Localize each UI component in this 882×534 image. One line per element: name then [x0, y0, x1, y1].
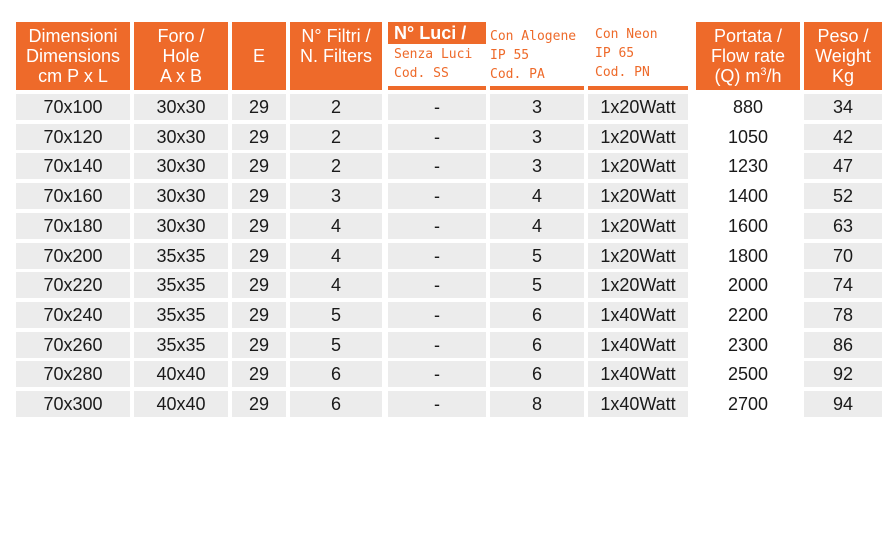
- cell-e: 29: [232, 272, 286, 298]
- cell-weight: 70: [804, 243, 882, 269]
- cell-neon: 1x40Watt: [588, 391, 688, 417]
- cell-flow-rate: 1230: [696, 153, 800, 179]
- cell-flow-rate: 1800: [696, 243, 800, 269]
- cell-filters: 6: [290, 391, 382, 417]
- cell-neon: 1x40Watt: [588, 332, 688, 358]
- cell-hole: 30x30: [134, 213, 228, 239]
- cell-no-lights: -: [388, 94, 486, 120]
- header-lights-label: N° Luci /: [394, 23, 467, 43]
- cell-no-lights: -: [388, 243, 486, 269]
- header-weight-line3: Kg: [831, 66, 855, 86]
- subheader-halogen-line3: Cod. PA: [490, 67, 545, 82]
- cell-weight: 94: [804, 391, 882, 417]
- cell-filters: 5: [290, 332, 382, 358]
- header-dimensions-line3: cm P x L: [38, 66, 108, 86]
- cell-neon: 1x20Watt: [588, 183, 688, 209]
- cell-filters: 4: [290, 243, 382, 269]
- cell-halogen: 5: [490, 272, 584, 298]
- cell-weight: 92: [804, 361, 882, 387]
- cell-no-lights: -: [388, 272, 486, 298]
- cell-halogen: 6: [490, 361, 584, 387]
- cell-no-lights: -: [388, 183, 486, 209]
- cell-neon: 1x20Watt: [588, 153, 688, 179]
- header-hole-line1: Foro /: [157, 26, 205, 46]
- cell-hole: 35x35: [134, 272, 228, 298]
- cell-halogen: 6: [490, 332, 584, 358]
- cell-hole: 35x35: [134, 332, 228, 358]
- subheader-neon-line2: IP 65: [595, 46, 635, 61]
- table-row: [0, 213, 882, 239]
- cell-hole: 30x30: [134, 124, 228, 150]
- cell-weight: 42: [804, 124, 882, 150]
- cell-neon: 1x40Watt: [588, 302, 688, 328]
- table-row: [0, 124, 882, 150]
- cell-hole: 30x30: [134, 94, 228, 120]
- cell-hole: 30x30: [134, 153, 228, 179]
- cell-hole: 35x35: [134, 302, 228, 328]
- cell-halogen: 8: [490, 391, 584, 417]
- cell-flow-rate: 1400: [696, 183, 800, 209]
- header-flow-line1: Portata /: [713, 26, 783, 46]
- cell-hole: 40x40: [134, 361, 228, 387]
- cell-filters: 2: [290, 153, 382, 179]
- cell-dimensions: 70x240: [16, 302, 130, 328]
- cell-hole: 40x40: [134, 391, 228, 417]
- cell-halogen: 4: [490, 183, 584, 209]
- header-hole: [134, 22, 228, 90]
- cell-neon: 1x40Watt: [588, 361, 688, 387]
- cell-halogen: 6: [490, 302, 584, 328]
- cell-flow-rate: 2200: [696, 302, 800, 328]
- cell-dimensions: 70x100: [16, 94, 130, 120]
- cell-no-lights: -: [388, 302, 486, 328]
- cell-filters: 2: [290, 94, 382, 120]
- table-row: [0, 302, 882, 328]
- cell-weight: 86: [804, 332, 882, 358]
- underline-halogen: [490, 86, 584, 90]
- cell-filters: 4: [290, 272, 382, 298]
- cell-halogen: 4: [490, 213, 584, 239]
- underline-neon: [588, 86, 688, 90]
- header-dimensions-line1: Dimensioni: [28, 26, 118, 46]
- header-filters-line1: N° Filtri /: [301, 26, 371, 46]
- cell-dimensions: 70x260: [16, 332, 130, 358]
- cell-hole: 35x35: [134, 243, 228, 269]
- header-hole-line3: A x B: [159, 66, 203, 86]
- cell-e: 29: [232, 153, 286, 179]
- cell-no-lights: -: [388, 391, 486, 417]
- cell-dimensions: 70x300: [16, 391, 130, 417]
- cell-no-lights: -: [388, 153, 486, 179]
- cell-no-lights: -: [388, 213, 486, 239]
- cell-e: 29: [232, 391, 286, 417]
- cell-weight: 63: [804, 213, 882, 239]
- header-dimensions: [16, 22, 130, 90]
- table-row: [0, 183, 882, 209]
- header-flow-rate: [696, 22, 800, 90]
- header-hole-line2: Hole: [162, 46, 200, 66]
- cell-weight: 34: [804, 94, 882, 120]
- header-e-label: E: [252, 46, 265, 66]
- cell-e: 29: [232, 183, 286, 209]
- cell-weight: 47: [804, 153, 882, 179]
- cell-flow-rate: 1050: [696, 124, 800, 150]
- subheader-no-lights: [394, 45, 472, 83]
- cell-flow-rate: 2500: [696, 361, 800, 387]
- cell-filters: 3: [290, 183, 382, 209]
- cell-neon: 1x20Watt: [588, 213, 688, 239]
- cell-e: 29: [232, 332, 286, 358]
- table-row: [0, 94, 882, 120]
- cell-hole: 30x30: [134, 183, 228, 209]
- cell-halogen: 3: [490, 124, 584, 150]
- subheader-no-lights-line1: Senza Luci: [394, 47, 473, 62]
- cell-weight: 74: [804, 272, 882, 298]
- table-row: [0, 153, 882, 179]
- cell-no-lights: -: [388, 124, 486, 150]
- header-lights: [388, 22, 486, 44]
- cell-e: 29: [232, 94, 286, 120]
- subheader-no-lights-line2: Cod. SS: [394, 66, 449, 81]
- cell-dimensions: 70x280: [16, 361, 130, 387]
- subheader-neon: [595, 25, 658, 82]
- cell-no-lights: -: [388, 361, 486, 387]
- cell-filters: 5: [290, 302, 382, 328]
- cell-filters: 4: [290, 213, 382, 239]
- cell-e: 29: [232, 213, 286, 239]
- subheader-halogen-line1: Con Alogene: [490, 29, 577, 44]
- cell-weight: 78: [804, 302, 882, 328]
- header-flow-line2: Flow rate: [710, 46, 786, 66]
- cell-e: 29: [232, 243, 286, 269]
- cell-flow-rate: 880: [696, 94, 800, 120]
- subheader-halogen-line2: IP 55: [490, 48, 530, 63]
- table-row: [0, 361, 882, 387]
- table-row: [0, 243, 882, 269]
- header-e: [232, 22, 286, 90]
- cell-halogen: 3: [490, 153, 584, 179]
- header-filters-line2: N. Filters: [300, 46, 372, 66]
- cell-flow-rate: 2300: [696, 332, 800, 358]
- cell-filters: 6: [290, 361, 382, 387]
- cell-e: 29: [232, 361, 286, 387]
- cell-flow-rate: 1600: [696, 213, 800, 239]
- cell-e: 29: [232, 124, 286, 150]
- cell-halogen: 3: [490, 94, 584, 120]
- cell-dimensions: 70x200: [16, 243, 130, 269]
- cell-neon: 1x20Watt: [588, 94, 688, 120]
- header-flow-line3: (Q) $m^3/h$: [714, 66, 782, 86]
- header-weight-line1: Peso /: [817, 26, 869, 46]
- header-dimensions-line2: Dimensions: [25, 46, 121, 66]
- cell-neon: 1x20Watt: [588, 124, 688, 150]
- underline-no-lights: [388, 86, 486, 90]
- cell-dimensions: 70x120: [16, 124, 130, 150]
- cell-no-lights: -: [388, 332, 486, 358]
- cell-flow-rate: 2000: [696, 272, 800, 298]
- subheader-neon-line3: Cod. PN: [595, 65, 650, 80]
- table-row: [0, 391, 882, 417]
- subheader-halogen: [490, 27, 576, 84]
- cell-dimensions: 70x140: [16, 153, 130, 179]
- cell-neon: 1x20Watt: [588, 272, 688, 298]
- cell-dimensions: 70x160: [16, 183, 130, 209]
- cell-dimensions: 70x180: [16, 213, 130, 239]
- cell-dimensions: 70x220: [16, 272, 130, 298]
- cell-halogen: 5: [490, 243, 584, 269]
- cell-filters: 2: [290, 124, 382, 150]
- cell-neon: 1x20Watt: [588, 243, 688, 269]
- table-row: [0, 332, 882, 358]
- header-weight: [804, 22, 882, 90]
- cell-flow-rate: 2700: [696, 391, 800, 417]
- subheader-neon-line1: Con Neon: [595, 27, 658, 42]
- table-row: [0, 272, 882, 298]
- header-filters: [290, 22, 382, 90]
- cell-weight: 52: [804, 183, 882, 209]
- cell-e: 29: [232, 302, 286, 328]
- header-weight-line2: Weight: [815, 46, 871, 66]
